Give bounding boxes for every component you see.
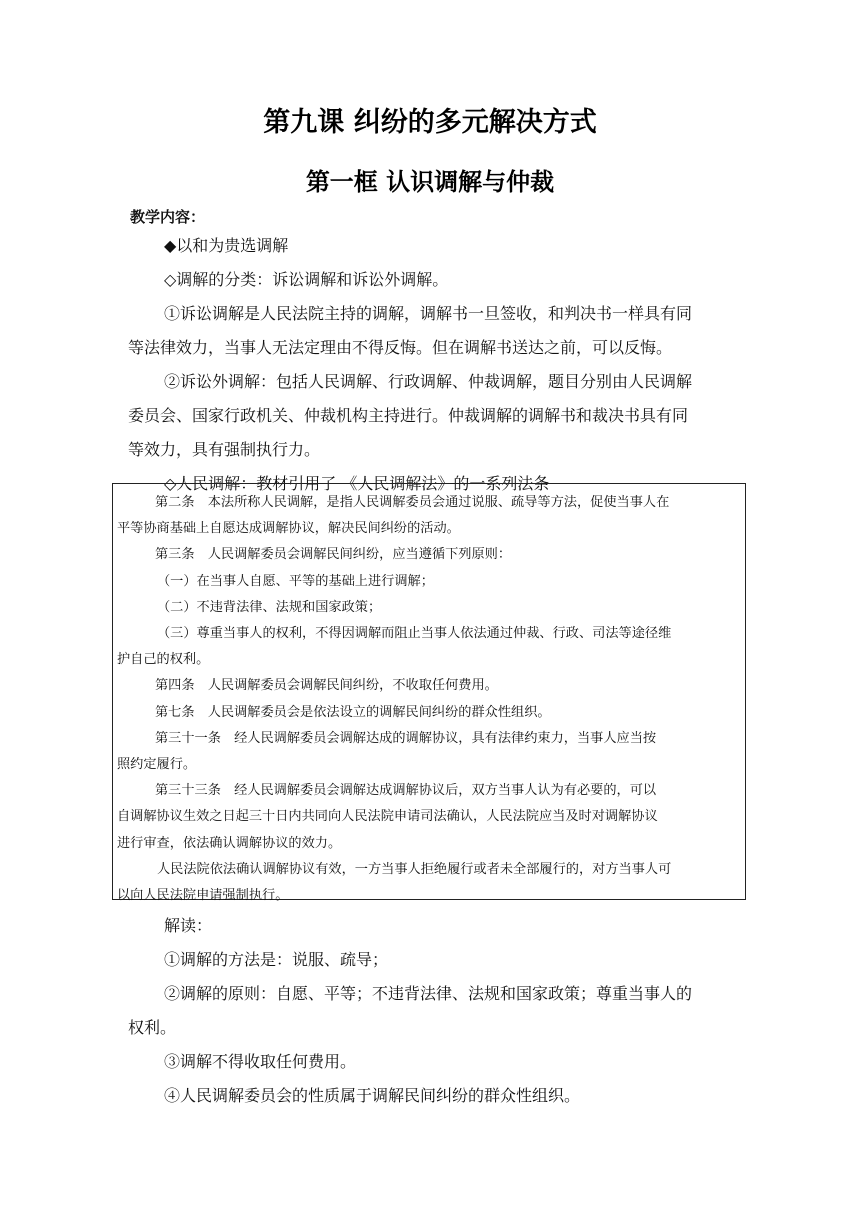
law-line: 平等协商基础上自愿达成调解协议，解决民间纠纷的活动。 — [117, 521, 460, 537]
law-line: 第三十一条 经人民调解委员会调解达成的调解协议，具有法律约束力，当事人应当按 — [155, 730, 657, 746]
law-excerpt-box — [112, 483, 746, 904]
law-line: 人民法院依法确认调解协议有效，一方当事人拒绝履行或者未全部履行的，对方当事人可 — [157, 861, 672, 877]
law-line: 护自己的权利。 — [117, 652, 210, 668]
law-line: （三）尊重当事人的权利，不得因调解而阻止当事人依法通过仲裁、行政、司法等途径维 — [157, 626, 672, 642]
text-line: ②调解的原则：自愿、平等；不违背法律、法规和国家政策；尊重当事人的 — [164, 984, 693, 1003]
text-line: ◆以和为贵选调解 — [164, 236, 289, 255]
interpretation-paragraphs — [128, 909, 743, 1113]
text-line: ①调解的方法是：说服、疏导； — [164, 950, 389, 969]
text-line: ◇人民调解：教材引用了 《人民调解法》的一系列法条 — [164, 474, 550, 493]
law-line: 进行审查，依法确认调解协议的效力。 — [117, 835, 342, 851]
text-line: 委员会、国家行政机关、仲裁机构主持进行。仲裁调解的调解书和裁决书具有同 — [128, 406, 689, 425]
law-line: 照约定履行。 — [117, 757, 197, 773]
text-line: ①诉讼调解是人民法院主持的调解，调解书一旦签收，和判决书一样具有同 — [164, 304, 693, 323]
law-line: 第三十三条 经人民调解委员会调解达成调解协议后，双方当事人认为有必要的，可以 — [155, 783, 657, 799]
law-line: 第七条 人民调解委员会是依法设立的调解民间纠纷的群众性组织。 — [155, 704, 551, 720]
teaching-content-label: 教学内容： — [130, 208, 206, 226]
law-line: （一）在当事人自愿、平等的基础上进行调解； — [157, 573, 434, 589]
law-line: 第四条 人民调解委员会调解民间纠纷，不收取任何费用。 — [155, 678, 498, 694]
law-line: （二）不违背法律、法规和国家政策； — [157, 599, 382, 615]
law-line: 自调解协议生效之日起三十日内共同向人民法院申请司法确认，人民法院应当及时对调解协议 — [117, 809, 658, 825]
text-line: 权利。 — [128, 1018, 177, 1037]
text-line: ②诉讼外调解：包括人民调解、行政调解、仲裁调解，题目分别由人民调解 — [164, 372, 693, 391]
intro-paragraphs — [128, 229, 743, 501]
text-line: ③调解不得收取任何费用。 — [164, 1052, 357, 1071]
law-line: 以向人民法院申请强制执行。 — [117, 888, 289, 904]
section-title: 第一框 认识调解与仲裁 — [305, 168, 555, 196]
text-line: 等效力，具有强制执行力。 — [128, 440, 321, 459]
law-line: 第三条 人民调解委员会调解民间纠纷，应当遵循下列原则： — [155, 547, 512, 563]
text-line: 解读： — [164, 916, 213, 935]
text-line: 等法律效力，当事人无法定理由不得反悔。但在调解书送达之前，可以反悔。 — [128, 338, 673, 357]
text-line: ◇调解的分类：诉讼调解和诉讼外调解。 — [164, 270, 449, 289]
law-line: 第二条 本法所称人民调解，是指人民调解委员会通过说服、疏导等方法，促使当事人在 — [155, 495, 670, 510]
text-line: ④人民调解委员会的性质属于调解民间纠纷的群众性组织。 — [164, 1086, 581, 1105]
lesson-title: 第九课 纠纷的多元解决方式 — [263, 107, 597, 138]
